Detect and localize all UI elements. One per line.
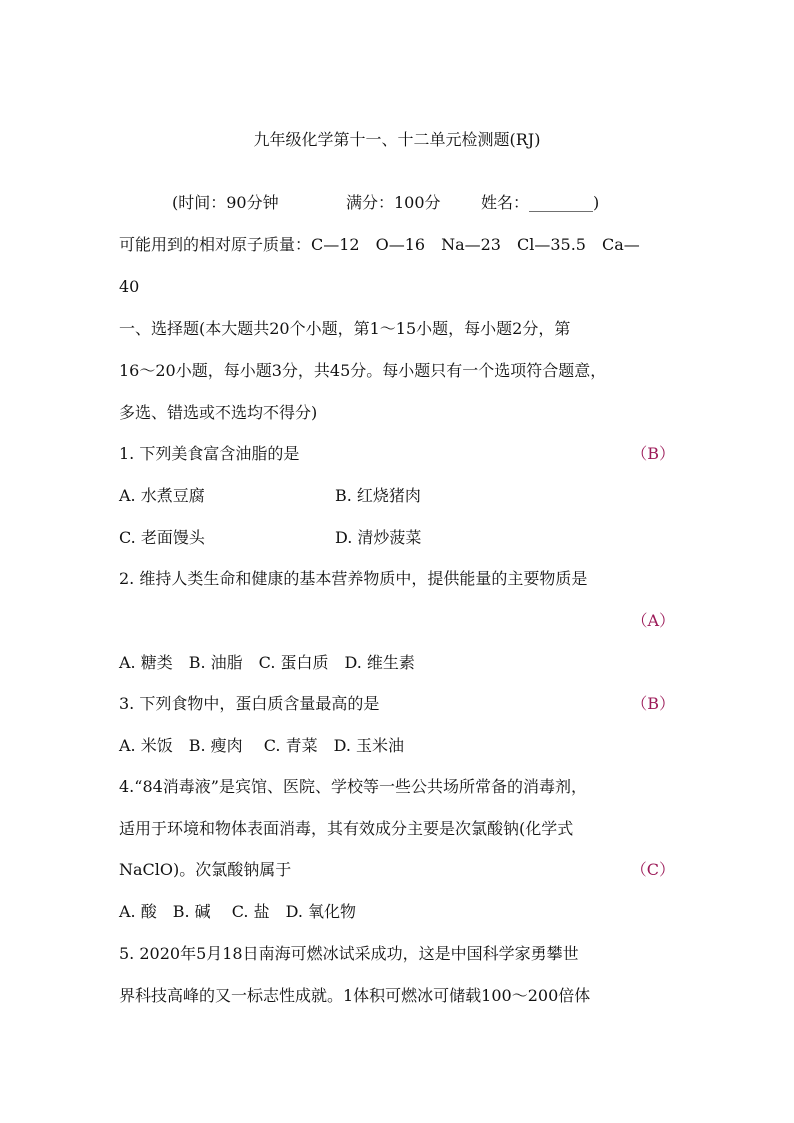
question-3-stem: 3. 下列食物中，蛋白质含量最高的是 [119, 694, 380, 713]
question-3-answer: （B） [631, 694, 675, 713]
question-4-answer: （C） [630, 860, 675, 879]
question-1-option-c: C. 老面馒头 [119, 528, 205, 547]
question-2-answer: （A） [631, 611, 675, 630]
question-1-option-a: A. 水煮豆腐 [119, 486, 205, 505]
question-4-line-2: 适用于环境和物体表面消毒，其有效成分主要是次氯酸钠(化学式 [119, 819, 574, 838]
exam-time: (时间：90分钟 [172, 193, 279, 212]
exam-score: 满分：100分 [346, 193, 441, 212]
atomic-mass-line-1: 可能用到的相对原子质量：C—12 O—16 Na—23 Cl—35.5 Ca— [119, 235, 640, 254]
question-1 [119, 444, 675, 464]
question-1-answer: （B） [631, 444, 675, 463]
question-4-options: A. 酸 B. 碱 C. 盐 D. 氧化物 [119, 902, 357, 921]
question-1-option-b: B. 红烧猪肉 [335, 486, 421, 505]
question-1-stem: 1. 下列美食富含油脂的是 [119, 444, 300, 463]
section-heading-line-2: 16～20小题，每小题3分，共45分。每小题只有一个选项符合题意， [119, 361, 607, 380]
section-heading-line-1: 一、选择题(本大题共20个小题，第1～15小题，每小题2分，第 [119, 319, 571, 338]
exam-name-field: 姓名：________) [481, 193, 600, 212]
question-5-line-2: 界科技高峰的又一标志性成就。1体积可燃冰可储载100～200倍体 [119, 986, 591, 1005]
question-4-line-1: 4.“84消毒液”是宾馆、医院、学校等一些公共场所常备的消毒剂， [119, 777, 587, 796]
question-2-options: A. 糖类 B. 油脂 C. 蛋白质 D. 维生素 [119, 653, 415, 672]
section-heading-line-3: 多选、错选或不选均不得分) [119, 403, 318, 422]
atomic-mass-line-2: 40 [119, 277, 140, 296]
question-4-stem-end: NaClO)。次氯酸钠属于 [119, 860, 292, 879]
question-4-line-3 [119, 860, 675, 880]
question-5-line-1: 5. 2020年5月18日南海可燃冰试采成功，这是中国科学家勇攀世 [119, 944, 579, 963]
question-3-options: A. 米饭 B. 瘦肉 C. 青菜 D. 玉米油 [119, 736, 405, 755]
question-2-stem: 2. 维持人类生命和健康的基本营养物质中，提供能量的主要物质是 [119, 569, 588, 588]
question-1-option-d: D. 清炒菠菜 [335, 528, 422, 547]
doc-title: 九年级化学第十一、十二单元检测题(RJ) [253, 130, 541, 149]
question-3 [119, 694, 675, 714]
